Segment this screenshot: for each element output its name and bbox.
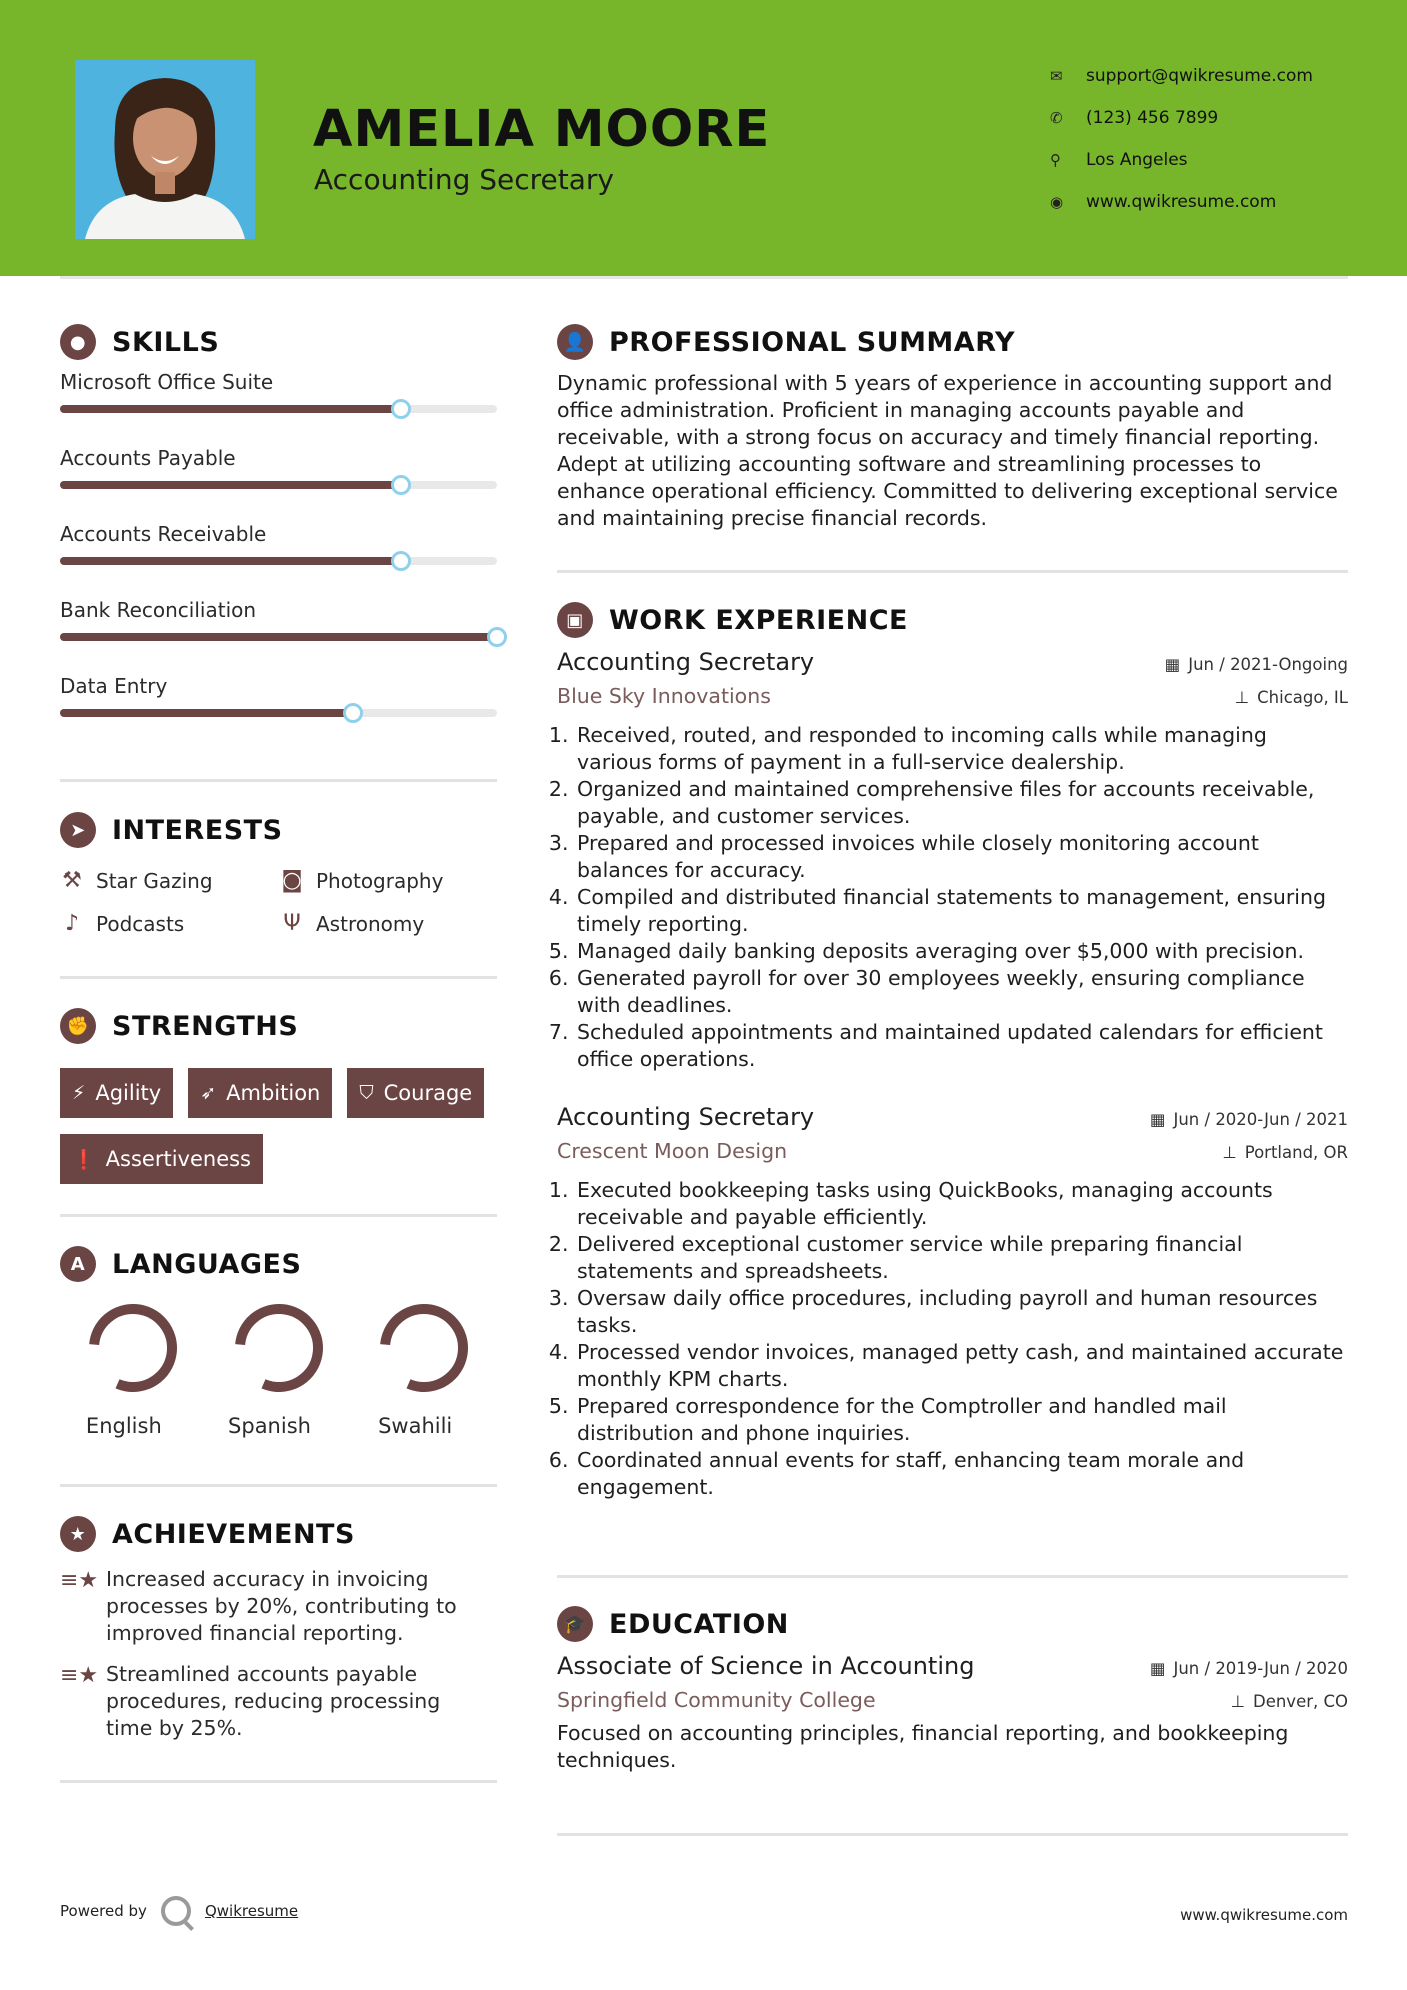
skill-bar-fill [60,709,353,717]
interests-heading [60,812,497,848]
calendar-icon: ▦ [1149,1659,1166,1678]
powered-by-text: Powered by [60,1902,147,1920]
skills-title: SKILLS [112,326,220,358]
skill-bar [60,481,497,489]
achievement-item [60,1566,497,1647]
contact-email[interactable] [1050,55,1313,97]
language-ring [231,1300,327,1396]
experience-title: WORK EXPERIENCE [609,604,908,636]
skills-section [60,324,497,748]
section-divider [60,976,497,979]
interest-label: Star Gazing [96,868,213,893]
education-degree: Associate of Science in Accounting [557,1652,975,1680]
map-pin-icon: ⚲ [1050,151,1061,169]
contact-website[interactable] [1050,181,1313,223]
strengths-title: STRENGTHS [112,1010,299,1042]
interest-label: Astronomy [316,911,425,936]
job-entry [557,1103,1348,1501]
job-dates-text: Jun / 2020-Jun / 2021 [1173,1110,1348,1129]
job-dates [1150,1110,1348,1129]
job-company: Blue Sky Innovations [557,684,771,708]
qwikresume-link[interactable]: Qwikresume [204,1902,299,1920]
exclamation-icon: ❗ [72,1148,96,1171]
rocket-icon: ➶ [200,1082,217,1104]
lightbulb-icon: ● [60,324,96,360]
graduate-icon: 🎓 [557,1606,593,1642]
duty-item: 5. Prepared correspondence for the Comptroller and handled mail distribution and phone inquiries. [575,1393,1348,1447]
paper-plane-icon: ➤ [60,812,96,848]
summary-title: PROFESSIONAL SUMMARY [609,326,1016,358]
interests-grid [60,868,497,936]
duty-item: 2. Delivered exceptional customer service while preparing financial statements and spreadsheets. [575,1231,1348,1285]
contact-email-text: support@qwikresume.com [1086,66,1313,86]
skill-label: Data Entry [60,674,168,698]
section-divider [60,1780,497,1783]
strength-label: Courage [383,1081,473,1105]
contact-phone[interactable] [1050,97,1313,139]
candidate-role: Accounting Secretary [314,163,614,196]
briefcase-icon: ▣ [557,602,593,638]
pushpin-icon: ⊥ [1222,1143,1237,1162]
skill-list [60,368,497,748]
duty-item: 4. Processed vendor invoices, managed petty cash, and maintained accurate monthly KPM charts. [575,1339,1348,1393]
duty-item: 7. Scheduled appointments and maintained updated calendars for efficient office operations. [575,1019,1348,1073]
strength-chip [188,1068,332,1118]
job-entry [557,648,1348,1073]
section-divider [557,570,1348,573]
education-location-text: Denver, CO [1252,1692,1348,1711]
skill-label: Accounts Receivable [60,522,267,546]
skill-bar [60,709,497,717]
section-divider [557,1833,1348,1836]
language-label: Swahili [378,1414,453,1438]
gavel-icon: ⚒ [62,868,82,893]
skill-bar-fill [60,557,401,565]
skill-bar-knob [487,627,507,647]
contact-location-text: Los Angeles [1086,150,1188,170]
section-divider [60,779,497,782]
profile-photo [75,60,255,239]
job-location-text: Portland, OR [1244,1143,1348,1162]
experience-section [557,602,1348,1501]
interest-item [280,868,497,893]
language-label: English [85,1414,162,1438]
skill-label: Bank Reconciliation [60,598,257,622]
job-subheader [557,1139,1348,1163]
achievements-heading [60,1516,497,1552]
language-ring [376,1300,472,1396]
calendar-icon: ▦ [1149,1110,1166,1129]
languages-title: LANGUAGES [112,1248,302,1280]
summary-section [557,324,1348,532]
utensils-icon: Ψ [283,911,301,936]
language-ring [85,1300,181,1396]
strengths-heading [60,1008,497,1044]
profile-photo-image [75,60,255,239]
skill-bar-fill [60,405,401,413]
duty-item: 6. Coordinated annual events for staff, enhancing team morale and engagement. [575,1447,1348,1501]
education-heading [557,1606,1348,1642]
strength-chips [60,1068,497,1184]
language-label: Spanish [228,1414,311,1438]
education-dates [1150,1659,1348,1678]
job-header [557,1103,1348,1131]
envelope-icon: ✉ [1050,67,1063,85]
strength-label: Assertiveness [105,1147,252,1171]
footer-branding [60,1896,298,1926]
skill-bar-knob [391,475,411,495]
contact-list [1050,55,1313,223]
star-badge-icon: ★ [60,1516,96,1552]
skill-label: Accounts Payable [60,446,236,470]
strength-label: Ambition [226,1081,321,1105]
duty-item: 6. Generated payroll for over 30 employees weekly, ensuring compliance with deadlines. [575,965,1348,1019]
shooting-star-icon: ≡★ [60,1663,99,1688]
education-description: Focused on accounting principles, financial reporting, and bookkeeping techniques. [557,1721,1289,1772]
education-school: Springfield Community College [557,1688,876,1712]
duty-item: 2. Organized and maintained comprehensive files for accounts receivable, payable, and customer services. [575,776,1348,830]
achievement-text: Increased accuracy in invoicing processes by 20%, contributing to improved financial reporting. [106,1567,457,1645]
skill-label: Microsoft Office Suite [60,370,274,394]
contact-location [1050,139,1313,181]
duty-item: 3. Prepared and processed invoices while closely monitoring account balances for accuracy. [575,830,1348,884]
duty-item: 5. Managed daily banking deposits averaging over $5,000 with precision. [575,938,1348,965]
language-item [60,1300,206,1438]
languages-section [60,1246,497,1438]
strength-chip [60,1068,173,1118]
language-item [351,1300,497,1438]
education-header [557,1652,1348,1680]
footer-website[interactable]: www.qwikresume.com [1180,1906,1348,1924]
language-list [60,1300,497,1438]
section-divider [60,1214,497,1217]
education-section [557,1606,1348,1774]
interests-title: INTERESTS [112,814,283,846]
globe-icon: ◉ [1050,193,1064,211]
skill-bar [60,405,497,413]
calendar-icon: ▦ [1164,655,1181,674]
duty-item: 1. Executed bookkeeping tasks using QuickBooks, managing accounts receivable and payable efficiently. [575,1177,1348,1231]
contact-phone-text: (123) 456 7899 [1086,108,1219,128]
shooting-star-icon: ≡★ [60,1568,99,1593]
strength-label: Agility [95,1081,162,1105]
interests-section [60,812,497,936]
strengths-section [60,1008,497,1184]
language-icon: A [60,1246,96,1282]
skill-bar-knob [391,551,411,571]
skill-bar-knob [391,399,411,419]
job-title: Accounting Secretary [557,1103,815,1131]
contact-website-text: www.qwikresume.com [1086,192,1277,212]
skill-bar-fill [60,481,401,489]
job-header [557,648,1348,676]
camera-icon: ◙ [281,868,303,893]
skill-bar [60,633,497,641]
duty-item: 1. Received, routed, and responded to incoming calls while managing various forms of payment in a full-service dealership. [575,722,1348,776]
duty-item: 4. Compiled and distributed financial statements to management, ensuring timely reporting. [575,884,1348,938]
skill-item [60,368,497,444]
education-dates-text: Jun / 2019-Jun / 2020 [1173,1659,1348,1678]
shield-icon: ⛉ [359,1082,374,1104]
skill-item [60,672,497,748]
job-dates-text: Jun / 2021-Ongoing [1188,655,1348,674]
job-location-text: Chicago, IL [1257,688,1348,707]
header-banner [0,0,1407,276]
pushpin-icon: ⊥ [1234,688,1250,707]
achievements-section [60,1516,497,1742]
microphone-icon: ♪ [64,911,80,936]
duty-list [557,1177,1348,1501]
skill-item [60,444,497,520]
skill-bar-knob [343,703,363,723]
duty-item: 3. Oversaw daily office procedures, including payroll and human resources tasks. [575,1285,1348,1339]
language-item [206,1300,352,1438]
summary-heading [557,324,1348,360]
pushpin-icon: ⊥ [1230,1692,1245,1711]
qwikresume-logo-icon [161,1896,191,1926]
candidate-name: AMELIA MOORE [313,100,771,159]
interest-item [280,911,497,936]
job-subheader [557,684,1348,708]
job-location [1235,688,1348,707]
section-divider [557,1575,1348,1578]
summary-text: Dynamic professional with 5 years of experience in accounting support and office administration. Proficient in managing accounts payable and receivable, with a strong focus on accuracy and timely financial reporting. Adept at utilizing accounting software and streamlining processes to enhance operational efficiency. Committed to delivering exceptional service and maintaining precise financial records. [557,371,1338,530]
user-icon: 👤 [557,324,593,360]
job-company: Crescent Moon Design [557,1139,788,1163]
interest-item [60,868,280,893]
education-subheader [557,1688,1348,1712]
duty-list [557,722,1348,1073]
section-divider [60,1484,497,1487]
fist-icon: ✊ [60,1008,96,1044]
education-location [1231,1692,1348,1711]
strength-chip [347,1068,484,1118]
skill-bar [60,557,497,565]
job-title: Accounting Secretary [557,648,815,676]
job-dates [1165,655,1348,674]
skills-heading [60,324,497,360]
phone-icon: ✆ [1050,109,1063,127]
interest-label: Photography [316,868,444,893]
achievement-text: Streamlined accounts payable procedures, reducing processing time by 25%. [106,1662,441,1740]
job-location [1222,1143,1348,1162]
achievements-title: ACHIEVEMENTS [112,1518,355,1550]
education-title: EDUCATION [609,1608,789,1640]
interest-label: Podcasts [96,911,185,936]
strength-chip [60,1134,263,1184]
skill-item [60,596,497,672]
interest-item [60,911,280,936]
skill-item [60,520,497,596]
skill-bar-fill [60,633,497,641]
header-divider [60,276,1348,279]
languages-heading [60,1246,497,1282]
experience-heading [557,602,1348,638]
achievement-item [60,1661,497,1742]
bolt-icon: ⚡ [72,1082,86,1104]
